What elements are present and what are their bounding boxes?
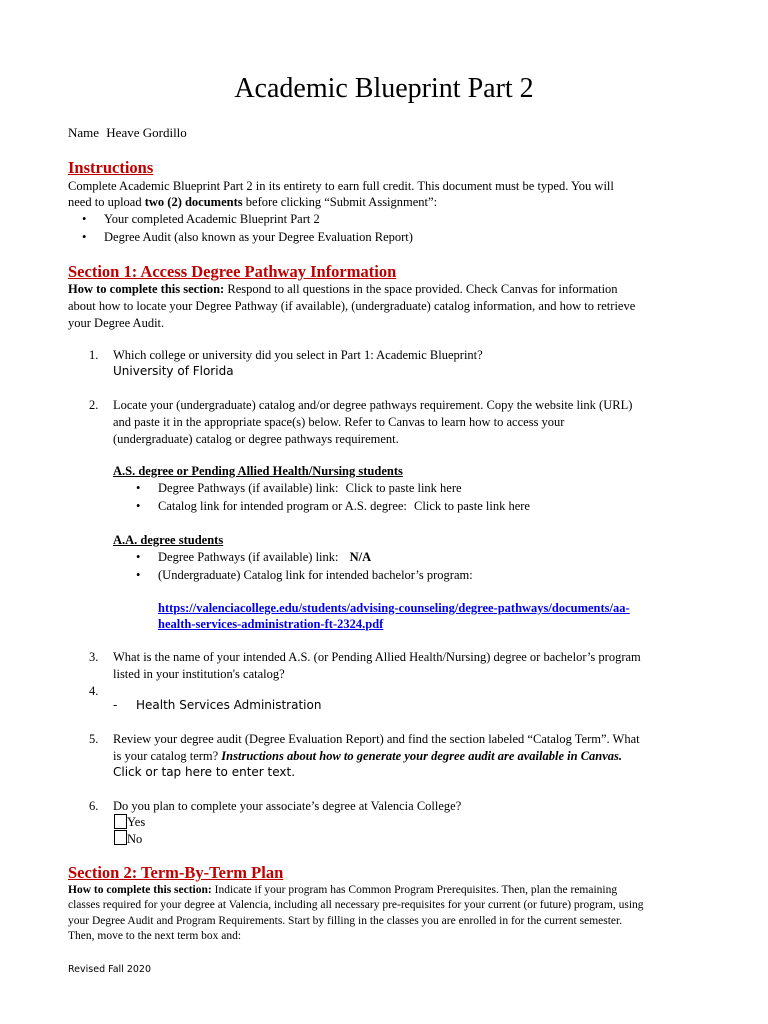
aa-degree-heading: A.A. degree students xyxy=(113,533,224,547)
footer-revision: Revised Fall 2020 xyxy=(68,964,152,975)
section1-how-line-3: your Degree Audit. xyxy=(68,316,165,330)
section1-how-text: Respond to all questions in the space provided. Check Canvas for information xyxy=(224,282,618,296)
aa-pathways-link-field[interactable]: N/A xyxy=(349,550,372,564)
section1-how-line-2: about how to locate your Degree Pathway (if available), (undergraduate) catalog information, and how to retrieve xyxy=(68,299,636,313)
instructions-bullet: • Your completed Academic Blueprint Part 2 xyxy=(104,211,320,227)
q2-number: 2. xyxy=(89,398,99,412)
q6-number: 6. xyxy=(89,799,99,813)
instructions-heading: Instructions xyxy=(68,158,154,177)
q4-dash: - xyxy=(113,698,118,712)
q4-number: 4. xyxy=(89,684,99,698)
section2-line-3: your Degree Audit and Program Requirements. Start by filling in the classes you are enrolled in for the current semester. xyxy=(68,915,623,927)
no-checkbox[interactable] xyxy=(114,830,127,845)
q5-instruction-note: Instructions about how to generate your degree audit are available in Canvas. xyxy=(221,749,623,763)
as-degree-heading: A.S. degree or Pending Allied Health/Nursing students xyxy=(113,464,403,478)
q5-line-2-pre: is your catalog term? xyxy=(113,749,222,763)
as-catalog-link-row xyxy=(158,498,530,514)
instructions-line-1: Complete Academic Blueprint Part 2 in its entirety to earn full credit. This document must be typed. You will xyxy=(68,179,614,193)
aa-catalog-link-row: • (Undergraduate) Catalog link for intended bachelor’s program: xyxy=(158,567,473,583)
as-pathways-link-row xyxy=(158,480,462,496)
yes-label: Yes xyxy=(127,815,146,829)
name-row xyxy=(68,125,206,141)
name-field[interactable]: Heave Gordillo xyxy=(106,125,187,140)
q2-line-3: (undergraduate) catalog or degree pathways requirement. xyxy=(113,432,399,446)
q5-line-2 xyxy=(113,748,622,764)
section1-how-label: How to complete this section: xyxy=(68,282,225,296)
q4-answer[interactable]: Health Services Administration xyxy=(136,698,322,712)
section2-heading: Section 2: Term-By-Term Plan xyxy=(68,863,284,882)
instructions-documents-count: two (2) documents xyxy=(144,195,243,209)
q1-text: Which college or university did you select in Part 1: Academic Blueprint? xyxy=(113,348,483,362)
q6-text: Do you plan to complete your associate’s degree at Valencia College? xyxy=(113,799,462,813)
aa-pathways-label: Degree Pathways (if available) link: xyxy=(158,550,339,564)
aa-pathways-link-row xyxy=(158,549,371,565)
as-pathways-link-field[interactable]: Click to paste link here xyxy=(345,481,462,495)
q2-line-1: Locate your (undergraduate) catalog and/or degree pathways requirement. Copy the website link (URL) xyxy=(113,398,633,412)
section2-how-text: Indicate if your program has Common Program Prerequisites. Then, plan the remaining xyxy=(211,884,618,896)
as-catalog-link-field[interactable]: Click to paste link here xyxy=(414,499,530,513)
q3-number: 3. xyxy=(89,650,99,664)
instructions-line-2-post: before clicking “Submit Assignment”: xyxy=(242,195,438,209)
section2-line-2: classes required for your degree at Valencia, including all necessary pre-requisites for your current (or future) program, using xyxy=(68,899,644,911)
aa-catalog-url-line-2[interactable]: health-services-administration-ft-2324.pdf xyxy=(158,617,384,631)
section1-how-line-1 xyxy=(68,281,618,297)
q5-line-1: Review your degree audit (Degree Evaluation Report) and find the section labeled “Catalog Term”. What xyxy=(113,732,640,746)
q3-line-1: What is the name of your intended A.S. (or Pending Allied Health/Nursing) degree or bachelor’s program xyxy=(113,650,641,664)
instructions-line-2 xyxy=(68,194,437,210)
q2-line-2: and paste it in the appropriate space(s) below. Refer to Canvas to learn how to access your xyxy=(113,415,565,429)
as-pathways-label: Degree Pathways (if available) link: xyxy=(158,481,339,495)
q1-number: 1. xyxy=(89,348,99,362)
instructions-line-2-pre: need to upload xyxy=(68,195,145,209)
section2-line-1 xyxy=(68,883,617,898)
section1-heading: Section 1: Access Degree Pathway Information xyxy=(68,262,397,281)
section2-line-4: Then, move to the next term box and: xyxy=(68,930,242,942)
q3-line-2: listed in your institution's catalog? xyxy=(113,667,285,681)
aa-catalog-url-line-1[interactable]: https://valenciacollege.edu/students/advising-counseling/degree-pathways/documents/aa- xyxy=(158,601,630,615)
section2-how-label: How to complete this section: xyxy=(68,884,212,896)
yes-checkbox[interactable] xyxy=(114,814,127,829)
instructions-bullet: • Degree Audit (also known as your Degree Evaluation Report) xyxy=(104,229,413,245)
q5-answer[interactable]: Click or tap here to enter text. xyxy=(113,765,296,779)
no-label: No xyxy=(127,832,143,846)
page-title: Academic Blueprint Part 2 xyxy=(234,73,534,104)
q5-number: 5. xyxy=(89,732,99,746)
q1-answer[interactable]: University of Florida xyxy=(113,364,234,378)
name-label: Name xyxy=(68,125,100,140)
as-catalog-label: Catalog link for intended program or A.S. degree: xyxy=(158,499,407,513)
